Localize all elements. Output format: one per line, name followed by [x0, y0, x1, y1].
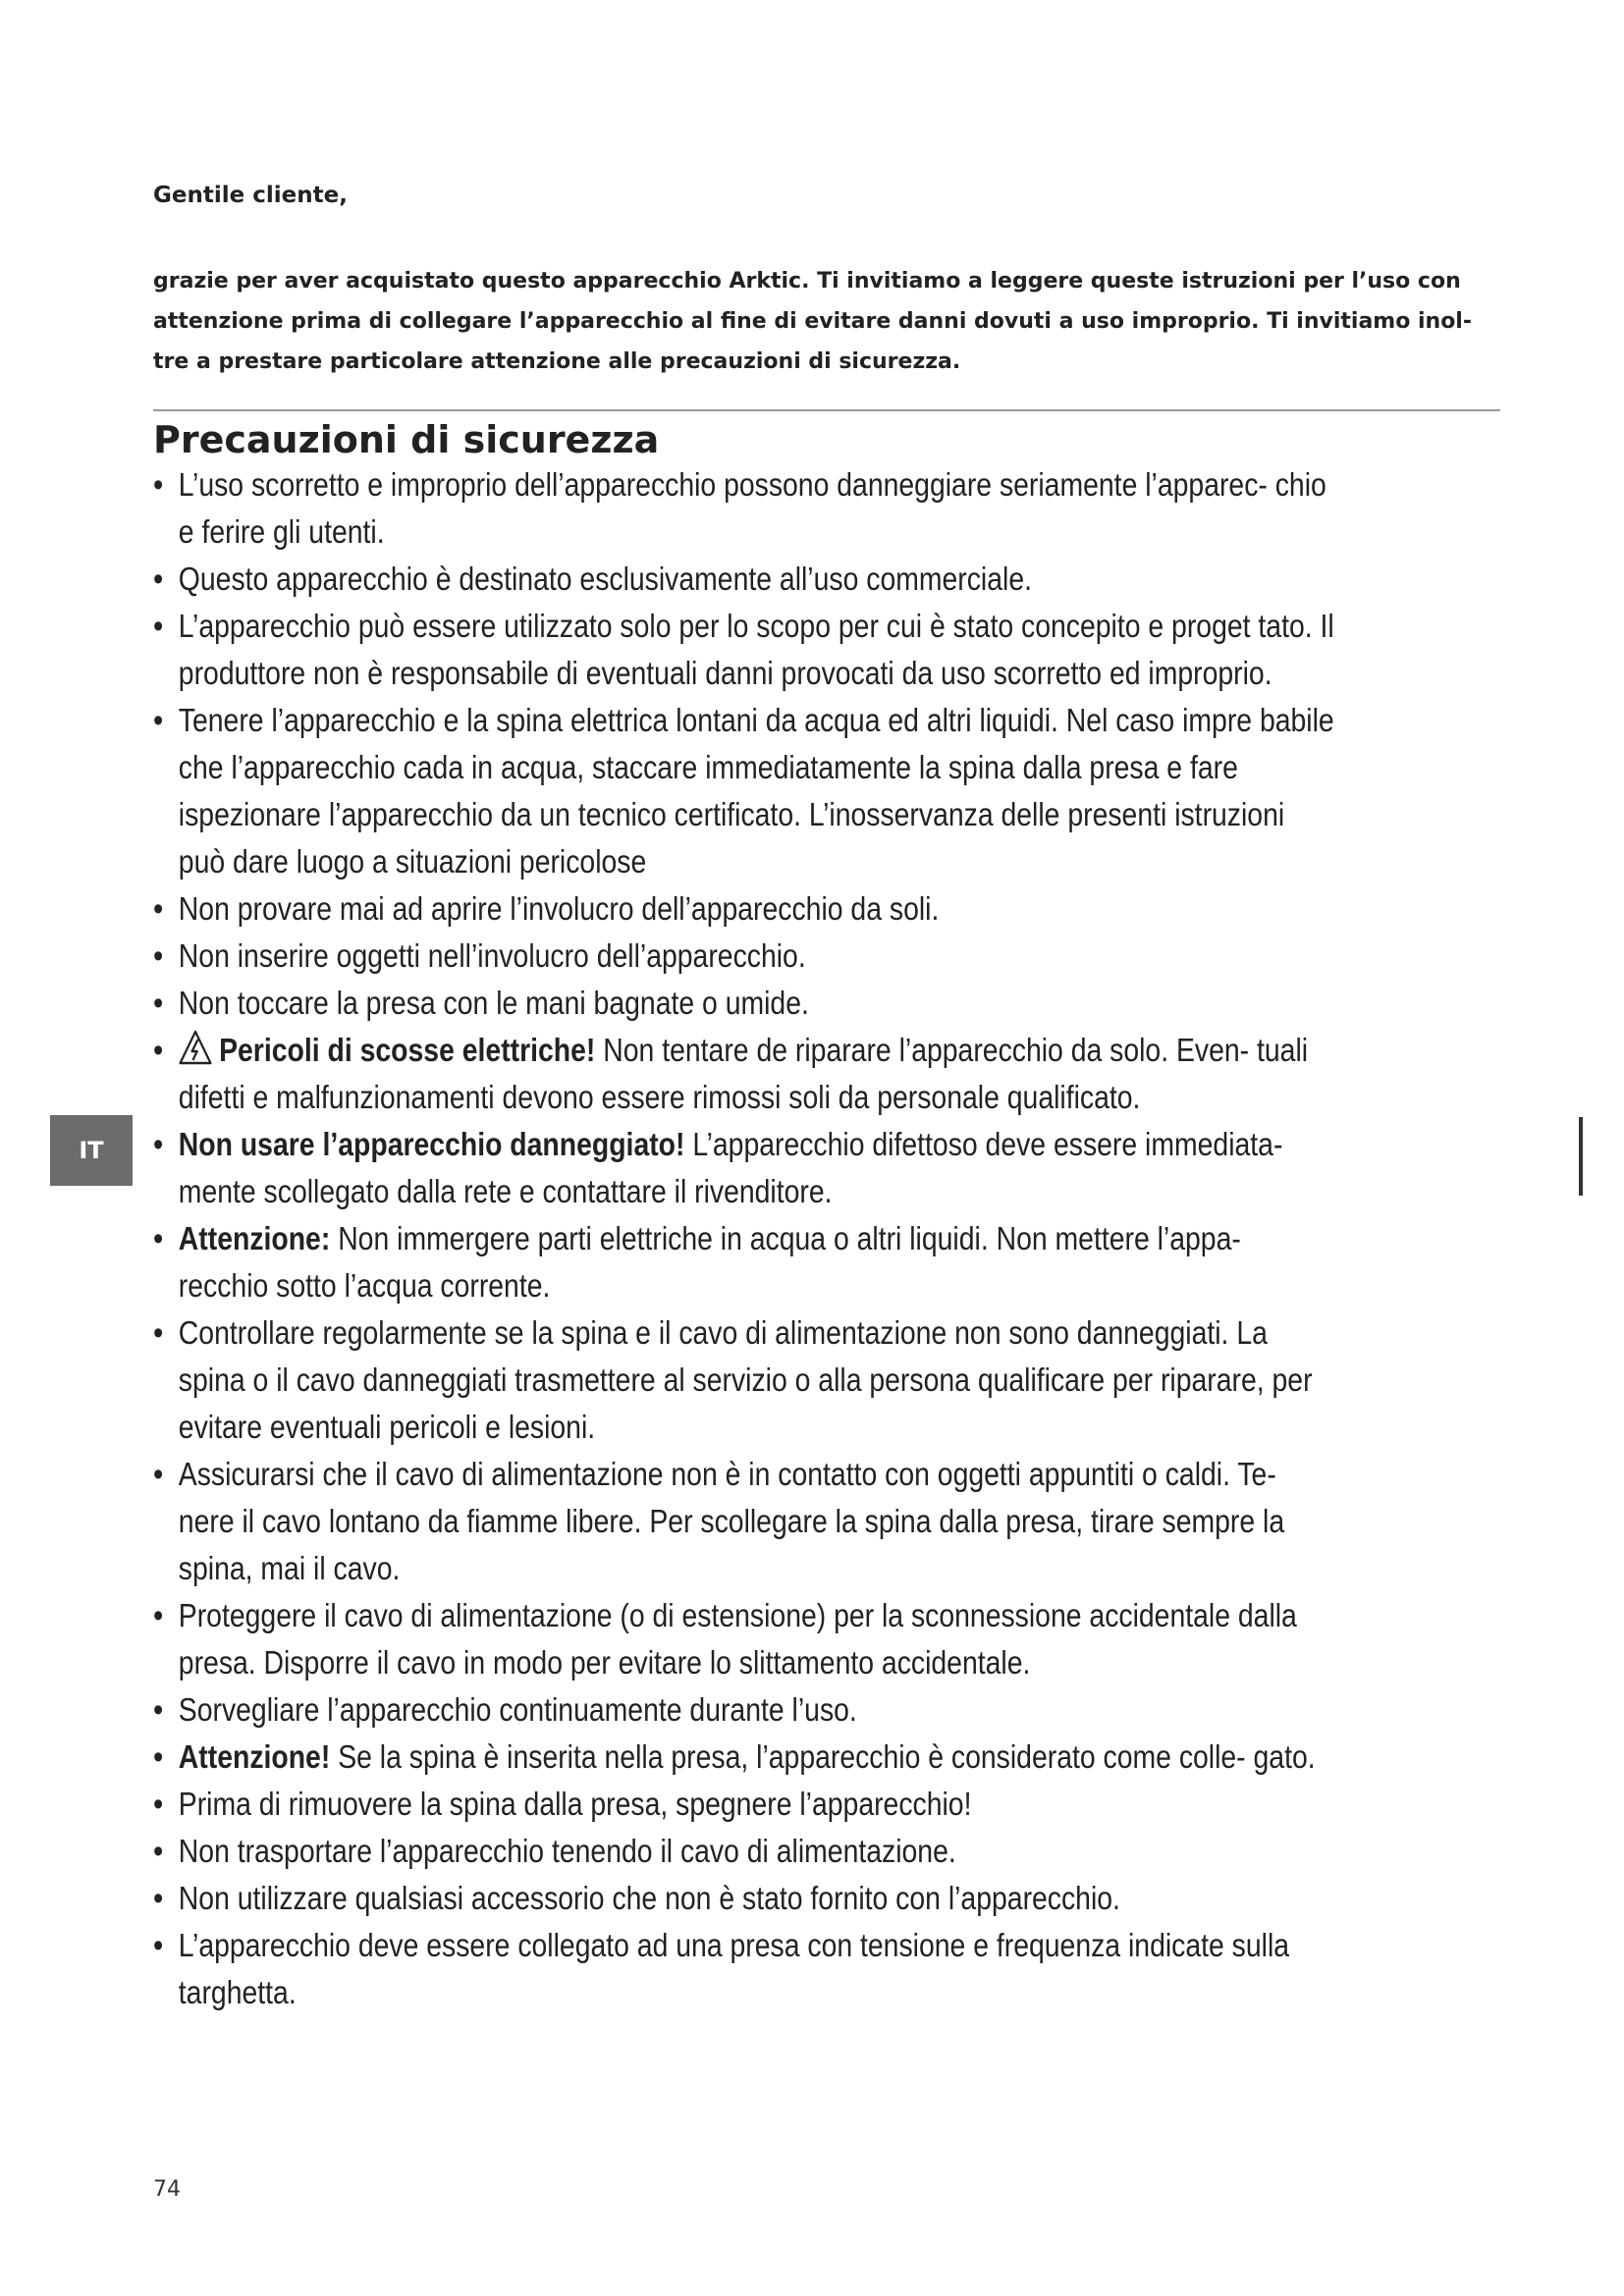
intro-paragraph: grazie per aver acquistato questo apparecchio Arktic. Ti invitiamo a leggere queste istruzioni per l’uso con attenzione prima di collegare l’apparecchio al fine di evitare danni dovuti a uso improprio. Ti invitiamo inol- tre a prestare particolare attenzione alle precauzioni di sicurezza. — [153, 269, 1472, 374]
list-item: • Questo apparecchio è destinato esclusivamente all’uso commerciale. — [153, 556, 1335, 603]
list-item: • Attenzione: Non immergere parti elettriche in acqua o altri liquidi. Non mettere l’appa- recchio sotto l’acqua corrente. — [153, 1215, 1335, 1309]
section-title: Precauzioni di sicurezza — [153, 418, 660, 461]
safety-precautions-list — [153, 461, 1335, 2016]
language-tab: IT — [50, 1115, 133, 1186]
list-item: • L’apparecchio può essere utilizzato solo per lo scopo per cui è stato concepito e proget tato. Il produttore non è responsabile di eventuali danni provocati da uso scorretto ed improprio. — [153, 603, 1335, 697]
margin-change-bar — [1579, 1117, 1583, 1196]
list-item: • Non toccare la presa con le mani bagnate o umide. — [153, 980, 1335, 1027]
list-item: • Sorvegliare l’apparecchio continuamente durante l’uso. — [153, 1686, 1335, 1734]
list-item: • Controllare regolarmente se la spina e il cavo di alimentazione non sono danneggiati. La spina o il cavo danneggiati trasmettere al servizio o alla persona qualificare per riparare, per evitare eventuali pericoli e lesioni. — [153, 1309, 1335, 1451]
list-item: • Assicurarsi che il cavo di alimentazione non è in contatto con oggetti appuntiti o caldi. Te- nere il cavo lontano da fiamme libere. Per scollegare la spina dalla presa, tirare sempre la spina, mai il cavo. — [153, 1451, 1335, 1592]
page-number: 74 — [153, 2177, 181, 2202]
list-item: • Attenzione! Se la spina è inserita nella presa, l’apparecchio è considerato come colle- gato. — [153, 1734, 1335, 1781]
list-item: • L’uso scorretto e improprio dell’apparecchio possono danneggiare seriamente l’apparec- chio e ferire gli utenti. — [153, 461, 1335, 556]
list-item: • Pericoli di scosse elettriche! Non tentare de riparare l’apparecchio da solo. Even- tuali difetti e malfunzionamenti devono essere rimossi soli da personale qualificato. — [153, 1027, 1335, 1121]
list-item: • L’apparecchio deve essere collegato ad una presa con tensione e frequenza indicate sulla targhetta. — [153, 1922, 1335, 2016]
list-item: • Non inserire oggetti nell’involucro dell’apparecchio. — [153, 933, 1335, 980]
list-item: • Non usare l’apparecchio danneggiato! L’apparecchio difettoso deve essere immediata- mente scollegato dalla rete e contattare il rivenditore. — [153, 1121, 1335, 1215]
list-item: • Non provare mai ad aprire l’involucro dell’apparecchio da soli. — [153, 885, 1335, 933]
list-item: • Non utilizzare qualsiasi accessorio che non è stato fornito con l’apparecchio. — [153, 1875, 1335, 1922]
list-item: • Tenere l’apparecchio e la spina elettrica lontani da acqua ed altri liquidi. Nel caso impre babile che l’apparecchio cada in acqua, staccare immediatamente la spina dalla presa e fare ispezionare l’apparecchio da un tecnico certificato. L’inosservanza delle presenti istruzioni può dare luogo a situazioni pericolose — [153, 697, 1335, 885]
list-item: • Proteggere il cavo di alimentazione (o di estensione) per la sconnessione accidentale dalla presa. Disporre il cavo in modo per evitare lo slittamento accidentale. — [153, 1592, 1335, 1686]
list-item: • Prima di rimuovere la spina dalla presa, spegnere l’apparecchio! — [153, 1781, 1335, 1828]
greeting: Gentile cliente, — [153, 183, 348, 208]
list-item: • Non trasportare l’apparecchio tenendo il cavo di alimentazione. — [153, 1828, 1335, 1875]
electric-shock-warning-icon — [179, 1030, 212, 1065]
section-divider — [153, 409, 1500, 411]
